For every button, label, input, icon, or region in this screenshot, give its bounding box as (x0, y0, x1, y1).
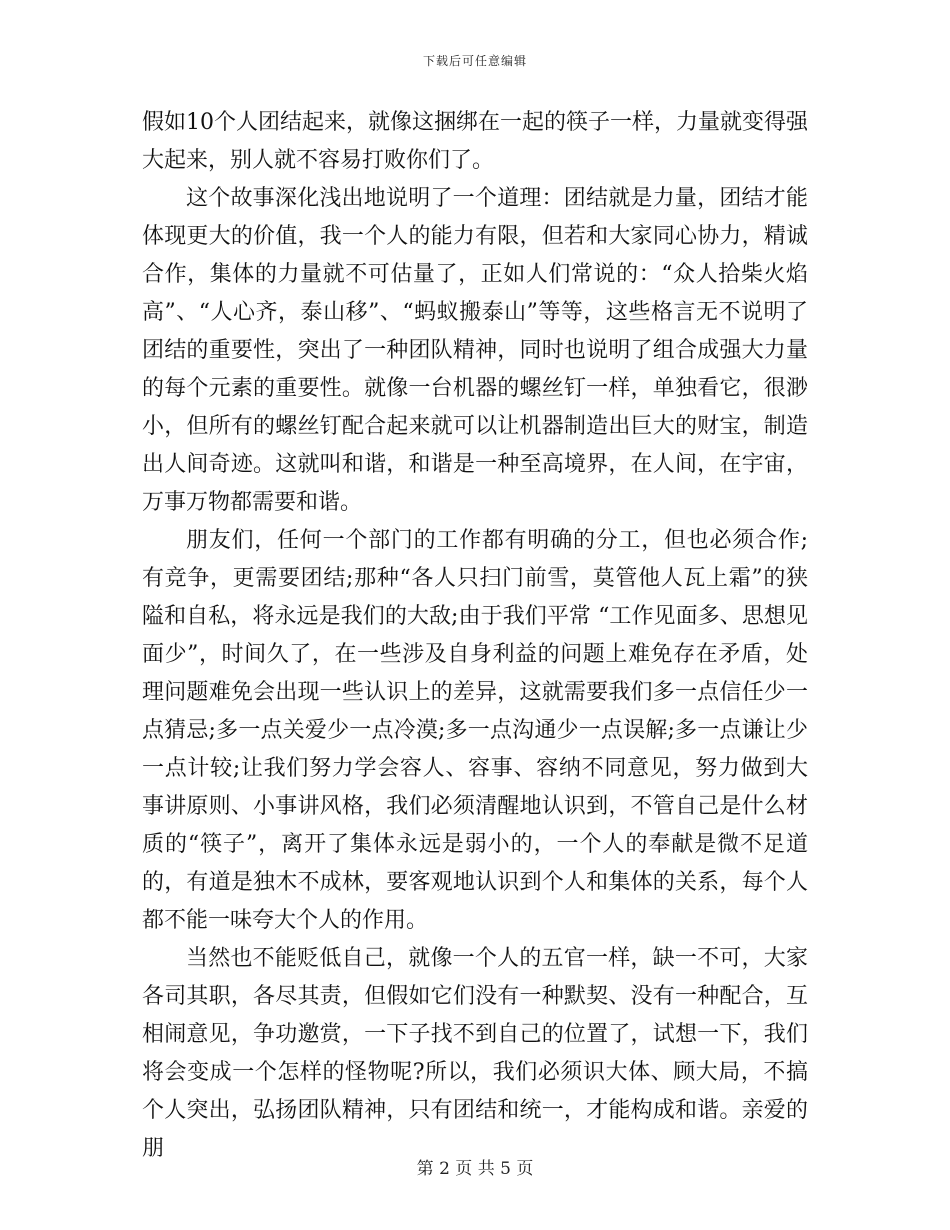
page-header: 下载后可任意编辑 (422, 54, 527, 68)
paragraph-2: 这个故事深化浅出地说明了一个道理：团结就是力量，团结才能体现更大的价值，我一个人的能力有限，但若和大家同心协力，精诚合作，集体的力量就不可估量了，正如人们常说的：“众人拾柴火焰高”、“人心齐，泰山移”、“蚂蚁搬泰山”等等，这些格言无不说明了团结的重要性，突出了一种团队精神，同时也说明了组合成强大力量的每个元素的重要性。就像一台机器的螺丝钉一样，单独看它，很渺小，但所有的螺丝钉配合起来就可以让机器制造出巨大的财宝，制造出人间奇迹。这就叫和谐，和谐是一种至高境界，在人间，在宇宙，万事万物都需要和谐。 (142, 186, 808, 515)
paragraph-4: 当然也不能贬低自己，就像一个人的五官一样，缺一不可，大家各司其职，各尽其责，但假如它们没有一种默契、没有一种配合，互相闹意见，争功邀赏，一下子找不到自己的位置了，试想一下，我们将会变成一个怎样的怪物呢?所以，我们必须识大体、顾大局，不搞个人突出，弘扬团队精神，只有团结和统一，才能构成和谐。亲爱的朋 (142, 946, 808, 1161)
page-number-footer: 第 2 页 共 5 页 (416, 1159, 534, 1179)
paragraph-3: 朋友们，任何一个部门的工作都有明确的分工，但也必须合作;有竞争，更需要团结;那种“各人只扫门前雪，莫管他人瓦上霜”的狭隘和自私，将永远是我们的大敌;由于我们平常 “工作见面多、思想见面少”，时间久了，在一些涉及自身利益的问题上难免存在矛盾，处理问题难免会出现一些认识上的差异，这就需要我们多一点信任少一点猜忌;多一点关爱少一点冷漠;多一点沟通少一点误解;多一点谦让少一点计较;让我们努力学会容人、容事、容纳不同意见，努力做到大事讲原则、小事讲风格，我们必须清醒地认识到，不管自己是什么材质的“筷子”，离开了集体永远是弱小的，一个人的奉献是微不足道的，有道是独木不成林，要客观地认识到个人和集体的关系，每个人都不能一味夸大个人的作用。 (142, 528, 808, 933)
paragraph-1: 假如10个人团结起来，就像这捆绑在一起的筷子一样，力量就变得强大起来，别人就不容易打败你们了。 (142, 110, 808, 173)
document-body (142, 104, 808, 1168)
